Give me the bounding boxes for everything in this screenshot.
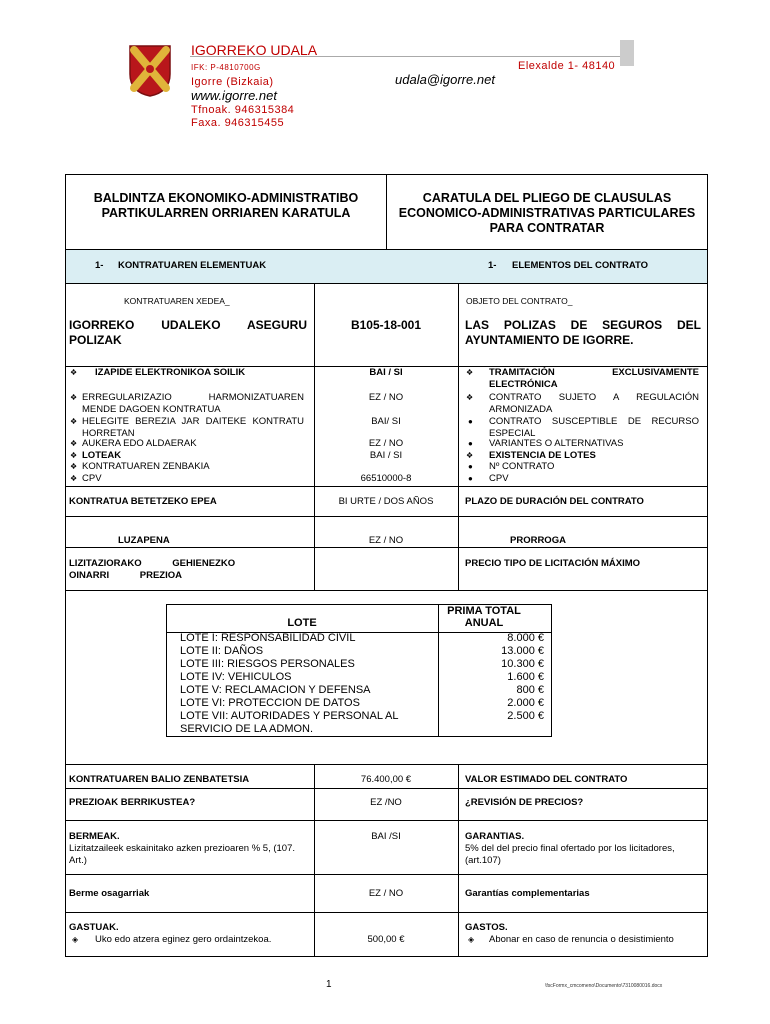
prop-mid-4: BAI / SI: [369, 450, 403, 461]
dot-bullet-icon: ●: [468, 439, 473, 448]
lots-line: [551, 671, 552, 685]
object-value-es: LAS POLIZAS DE SEGUROS DEL AYUNTAMIENTO DE IGORRE.: [465, 318, 701, 347]
lots-line: [166, 710, 167, 737]
expenses-eu-title: GASTUAK.: [69, 922, 119, 933]
revision-es: ¿REVISIÓN DE PRECIOS?: [465, 797, 584, 808]
lots-line: [438, 697, 439, 711]
table-border-left: [65, 174, 66, 956]
lots-line: [551, 604, 552, 632]
prop-mid-5: 66510000-8: [360, 473, 412, 484]
prop-mid-1: EZ / NO: [368, 392, 404, 403]
diamond-bullet-icon: ❖: [466, 368, 474, 377]
max-price-es: PRECIO TIPO DE LICITACIÓN MÁXIMO: [465, 558, 641, 569]
revision-mid: EZ /NO: [370, 797, 402, 808]
title-eu: BALDINTZA EKONOMIKO-ADMINISTRATIBO PARTIKULARREN ORRIAREN KARATULA: [93, 191, 359, 220]
estimated-eu: KONTRATUAREN BALIO ZENBATETSIA: [69, 774, 250, 785]
row-line: [65, 249, 708, 250]
address: Elexalde 1- 48140: [518, 60, 616, 72]
email-link[interactable]: udala@igorre.net: [395, 72, 495, 87]
lots-line: [551, 697, 552, 711]
prop-es-4: EXISTENCIA DE LOTES: [489, 450, 596, 461]
lots-line: [438, 604, 439, 632]
duration-eu: KONTRATUA BETETZEKO EPEA: [69, 496, 217, 507]
expenses-mid: 500,00 €: [367, 934, 405, 945]
expenses-eu-text: Uko edo atzera eginez gero ordaintzekoa.: [95, 934, 272, 945]
prop-eu-1: [82, 392, 304, 416]
lots-header-lote: LOTE: [287, 617, 317, 629]
lots-line: [166, 697, 167, 711]
diamond-bullet-icon: ❖: [70, 393, 78, 402]
lots-line: [551, 645, 552, 659]
lots-line: [551, 658, 552, 672]
estimated-mid: 76.400,00 €: [360, 774, 412, 785]
section-title-eu: KONTRATUAREN ELEMENTUAK: [118, 260, 267, 271]
object-value-eu: IGORREKO UDALEKO ASEGURU POLIZAK: [69, 318, 307, 347]
town-name: IGORREKO UDALA: [191, 42, 318, 58]
diamond-bullet-icon: ❖: [70, 368, 78, 377]
lot-row: [166, 710, 552, 737]
section-num-eu: 1-: [95, 260, 104, 271]
dot-bullet-icon: ●: [468, 462, 473, 471]
lot-amount: 1.600 €: [507, 671, 544, 683]
lot-name: LOTE II: DAÑOS: [180, 645, 264, 657]
lot-name: LOTE III: RIESGOS PERSONALES: [180, 658, 355, 670]
lot-amount: 800 €: [516, 684, 544, 696]
section-num-es: 1-: [488, 260, 497, 271]
prop-es-5: Nº CONTRATO: [489, 461, 555, 472]
lots-line: [166, 632, 167, 646]
row-line: [65, 590, 708, 591]
fax: Faxa. 946315455: [191, 117, 285, 129]
row-line: [65, 174, 708, 175]
object-label-es: OBJETO DEL CONTRATO_: [466, 296, 573, 306]
prop-eu-1-text: ERREGULARIZAZIO HARMONIZATUAREN MENDE DAGOEN KONTRATUA: [82, 392, 304, 415]
lots-line: [438, 671, 439, 685]
extra-guarantee-es: Garantías complementarias: [465, 888, 590, 899]
lot-amount: 10.300 €: [501, 658, 544, 670]
prop-eu-3: AUKERA EDO ALDAERAK: [82, 438, 197, 449]
prop-eu-6: CPV: [82, 473, 102, 484]
tax-id: IFK: P-4810700G: [191, 63, 261, 72]
lots-line: [551, 710, 552, 737]
lots-header-prima: PRIMA TOTAL ANUAL: [447, 605, 521, 629]
object-label-eu: KONTRATUAREN XEDEA_: [124, 296, 230, 306]
electronic-eu: IZAPIDE ELEKTRONIKOA SOILIK: [95, 367, 246, 378]
row-line: [65, 820, 708, 821]
prop-es-2: CONTRATO SUSCEPTIBLE DE RECURSO ESPECIAL: [489, 416, 699, 439]
lots-line: [438, 645, 439, 659]
diamond-bullet-icon: ❖: [466, 451, 474, 460]
dot-bullet-icon: ●: [468, 474, 473, 483]
extension-es: PRORROGA: [510, 535, 566, 546]
row-line: [65, 516, 708, 517]
phone: Tfnoak. 946315384: [191, 104, 295, 116]
lot-name: LOTE IV: VEHICULOS: [180, 671, 292, 683]
section-title-es: ELEMENTOS DEL CONTRATO: [512, 260, 649, 271]
lots-line: [551, 632, 552, 646]
diamond-bullet-icon: ❖: [70, 474, 78, 483]
lot-amount: 13.000 €: [501, 645, 544, 657]
lots-line: [166, 736, 552, 737]
header-tab: [620, 40, 634, 66]
lot-amount: 2.500 €: [507, 710, 544, 722]
extension-eu: LUZAPENA: [118, 535, 170, 546]
lot-amount: 2.000 €: [507, 697, 544, 709]
diamond-bullet-icon: ❖: [70, 462, 78, 471]
row-line: [65, 912, 708, 913]
col-divider-1: [314, 283, 315, 590]
guarantee-eu-title: BERMEAK.: [69, 831, 120, 842]
contract-code: B105-18-001: [350, 318, 422, 332]
diamond-bullet-icon: ❖: [466, 393, 474, 402]
lots-line: [551, 684, 552, 698]
estimated-es: VALOR ESTIMADO DEL CONTRATO: [465, 774, 628, 785]
lot-row: [166, 658, 552, 672]
dot-bullet-icon: ●: [468, 417, 473, 426]
prop-eu-2: [82, 416, 304, 440]
lot-name: LOTE VII: AUTORIDADES Y PERSONAL AL SERVICIO DE LA ADMON.: [180, 710, 399, 735]
extra-guarantee-mid: EZ / NO: [368, 888, 404, 899]
prop-eu-4: LOTEAK: [82, 450, 122, 461]
web-link[interactable]: www.igorre.net: [191, 88, 277, 103]
page-number: 1: [326, 979, 332, 990]
prop-es-3: VARIANTES O ALTERNATIVAS: [489, 438, 624, 449]
diamond-bullet-icon: ◈: [72, 935, 79, 944]
prop-eu-5: KONTRATUAREN ZENBAKIA: [82, 461, 210, 472]
duration-mid: BI URTE / DOS AÑOS: [338, 496, 434, 507]
lot-name: LOTE VI: PROTECCION DE DATOS: [180, 697, 360, 709]
title-es: CARATULA DEL PLIEGO DE CLAUSULAS ECONOMICO-ADMINISTRATIVAS PARTICULARES PARA CONTRATAR: [398, 191, 696, 235]
lot-amount: 8.000 €: [507, 632, 544, 644]
coat-of-arms-icon: [128, 44, 172, 98]
guarantee-es-title: GARANTIAS.: [465, 831, 525, 842]
row-line: [65, 956, 708, 957]
col-divider-1b: [314, 764, 315, 956]
row-line: [65, 874, 708, 875]
diamond-bullet-icon: ❖: [70, 451, 78, 460]
lots-line: [438, 658, 439, 672]
max-price-eu: LIZITAZIORAKO GEHIENEZKO OINARRI PREZIOA: [69, 558, 236, 581]
diamond-bullet-icon: ❖: [70, 439, 78, 448]
lots-line: [438, 684, 439, 698]
row-line: [65, 788, 708, 789]
row-line: [65, 486, 708, 487]
lot-row: [166, 632, 552, 646]
title-divider: [386, 174, 387, 249]
col-divider-2: [458, 283, 459, 590]
prop-mid-3: EZ / NO: [368, 438, 404, 449]
lot-row: [166, 671, 552, 685]
extra-guarantee-eu: Berme osagarriak: [69, 888, 150, 899]
lots-line: [438, 710, 439, 737]
extension-mid: EZ / NO: [368, 535, 404, 546]
file-path: \fscFormx_cmcomeno\Documento\7310080016.docx: [545, 983, 663, 989]
lots-line: [438, 632, 439, 646]
lot-name: LOTE I: RESPONSABILIDAD CIVIL: [180, 632, 356, 644]
prop-es-1: CONTRATO SUJETO A REGULACIÓN ARMONIZADA: [489, 392, 699, 415]
lot-row: [166, 645, 552, 659]
row-line: [65, 283, 708, 284]
diamond-bullet-icon: ◈: [468, 935, 475, 944]
row-line: [65, 764, 708, 765]
diamond-bullet-icon: ❖: [70, 417, 78, 426]
prop-eu-2-text: HELEGITE BEREZIA JAR DAITEKE KONTRATU HORRETAN: [82, 416, 304, 439]
row-line: [65, 547, 708, 548]
electronic-mid: BAI / SI: [369, 367, 403, 378]
duration-es: PLAZO DE DURACIÓN DEL CONTRATO: [465, 496, 644, 507]
place: Igorre (Bizkaia): [191, 76, 274, 88]
guarantee-mid: BAI /SI: [371, 831, 401, 842]
prop-mid-2: BAI/ SI: [371, 416, 401, 427]
expenses-es-text: Abonar en caso de renuncia o desistimiento: [489, 934, 674, 945]
lots-line: [166, 645, 167, 659]
col-divider-2b: [458, 764, 459, 956]
guarantee-es-text: 5% del del precio final ofertado por los licitadores, (art.107): [465, 843, 675, 866]
lot-name: LOTE V: RECLAMACION Y DEFENSA: [180, 684, 371, 696]
guarantee-eu-text: Lizitatzaileek eskainitako azken prezioaren % 5, (107. Art.): [69, 843, 296, 866]
table-border-right: [707, 174, 708, 956]
prop-es-6: CPV: [489, 473, 509, 484]
lot-row: [166, 697, 552, 711]
lot-row: [166, 684, 552, 698]
lots-line: [166, 671, 167, 685]
lots-line: [166, 658, 167, 672]
expenses-es-title: GASTOS.: [465, 922, 508, 933]
revision-eu: PREZIOAK BERRIKUSTEA?: [69, 797, 196, 808]
lots-line: [166, 684, 167, 698]
electronic-es: TRAMITACIÓN EXCLUSIVAMENTE ELECTRÓNICA: [489, 367, 699, 390]
